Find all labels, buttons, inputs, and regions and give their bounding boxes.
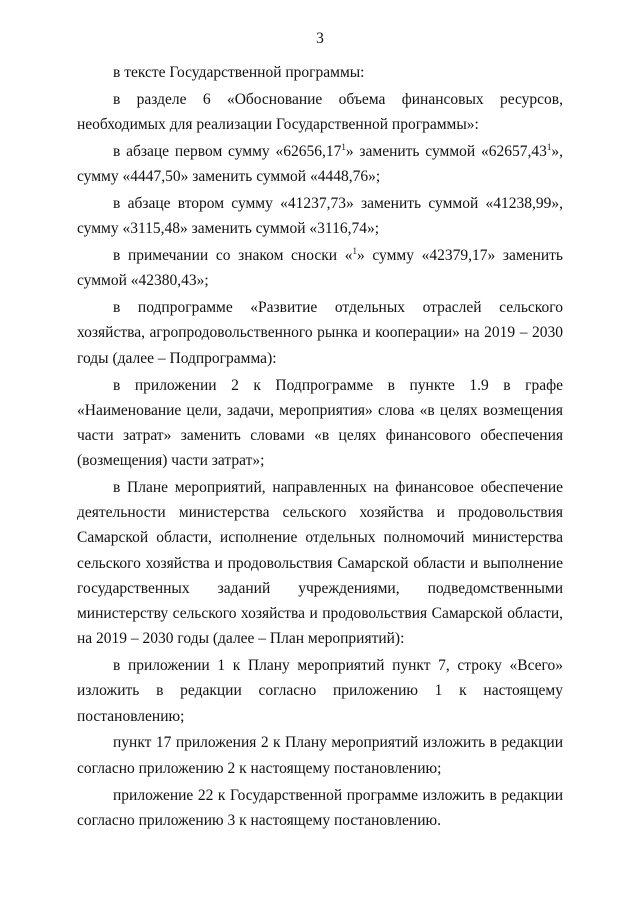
paragraph xyxy=(77,730,563,780)
text-segment: в приложении 2 к Подпрограмме в пункте 1.9 в графе «Наименование цели, задачи, мероприятия» слова «в целях возмещения части затрат» заменить словами «в целях финансового обеспечения (возмещения) части затрат»; xyxy=(77,376,563,470)
text-segment: приложение 22 к Государственной программе изложить в редакции согласно приложению 3 к настоящему постановлению. xyxy=(77,786,563,829)
page-number: 3 xyxy=(316,30,324,47)
text-segment: в Плане мероприятий, направленных на финансовое обеспечение деятельности министерства сельского хозяйства и продовольствия Самарской области, исполнение отдельных полномочий министерства сельского хозяйства и продовольствия Самарской области и выполнение государственных заданий учреждениями, подведомственными министерству сельского хозяйства и продовольствия Самарской области, на 2019 – 2030 годы (далее – План мероприятий): xyxy=(77,479,563,648)
footnote-mark: 1 xyxy=(546,141,552,152)
text-segment: », сумму «4447,50» заменить суммой «4448,76»; xyxy=(77,142,563,186)
text-segment: в разделе 6 «Обоснование объема финансовых ресурсов, необходимых для реализации Государственной программы»: xyxy=(77,90,563,134)
paragraph xyxy=(77,191,563,241)
text-segment: » сумму «42379,17» заменить суммой «42380,43»; xyxy=(77,247,563,290)
text-segment: в примечании со знаком сноски « xyxy=(113,247,353,265)
text-segment: в приложении 1 к Плану мероприятий пункт 7, строку «Всего» изложить в редакции согласно приложению 1 к настоящему постановлению; xyxy=(77,657,563,725)
paragraph xyxy=(77,653,563,729)
text-segment: в подпрограмме «Развитие отдельных отраслей сельского хозяйства, агропродовольственного рынка и кооперации» на 2019 – 2030 годы (далее – Подпрограмма): xyxy=(77,299,563,367)
text-segment: в абзаце первом сумму «62656,17 xyxy=(113,142,342,160)
paragraph xyxy=(77,295,563,371)
footnote-mark: 1 xyxy=(352,246,357,257)
text-segment: » заменить суммой «62657,43 xyxy=(345,142,547,160)
footnote-mark: 1 xyxy=(341,141,346,152)
text-segment: в абзаце втором сумму «41237,73» заменить суммой «41238,99», сумму «3115,48» заменить суммой «3116,74»; xyxy=(77,195,563,238)
text-segment: пункт 17 приложения 2 к Плану мероприятий изложить в редакции согласно приложению 2 к настоящему постановлению; xyxy=(77,734,563,777)
paragraph xyxy=(77,87,563,137)
paragraph xyxy=(77,243,563,293)
paragraph xyxy=(77,783,563,833)
paragraph xyxy=(77,475,563,651)
document-body xyxy=(77,60,563,835)
paragraph xyxy=(77,373,563,474)
text-segment: в тексте Государственной программы: xyxy=(113,64,365,81)
paragraph xyxy=(77,60,563,85)
paragraph xyxy=(77,139,563,189)
